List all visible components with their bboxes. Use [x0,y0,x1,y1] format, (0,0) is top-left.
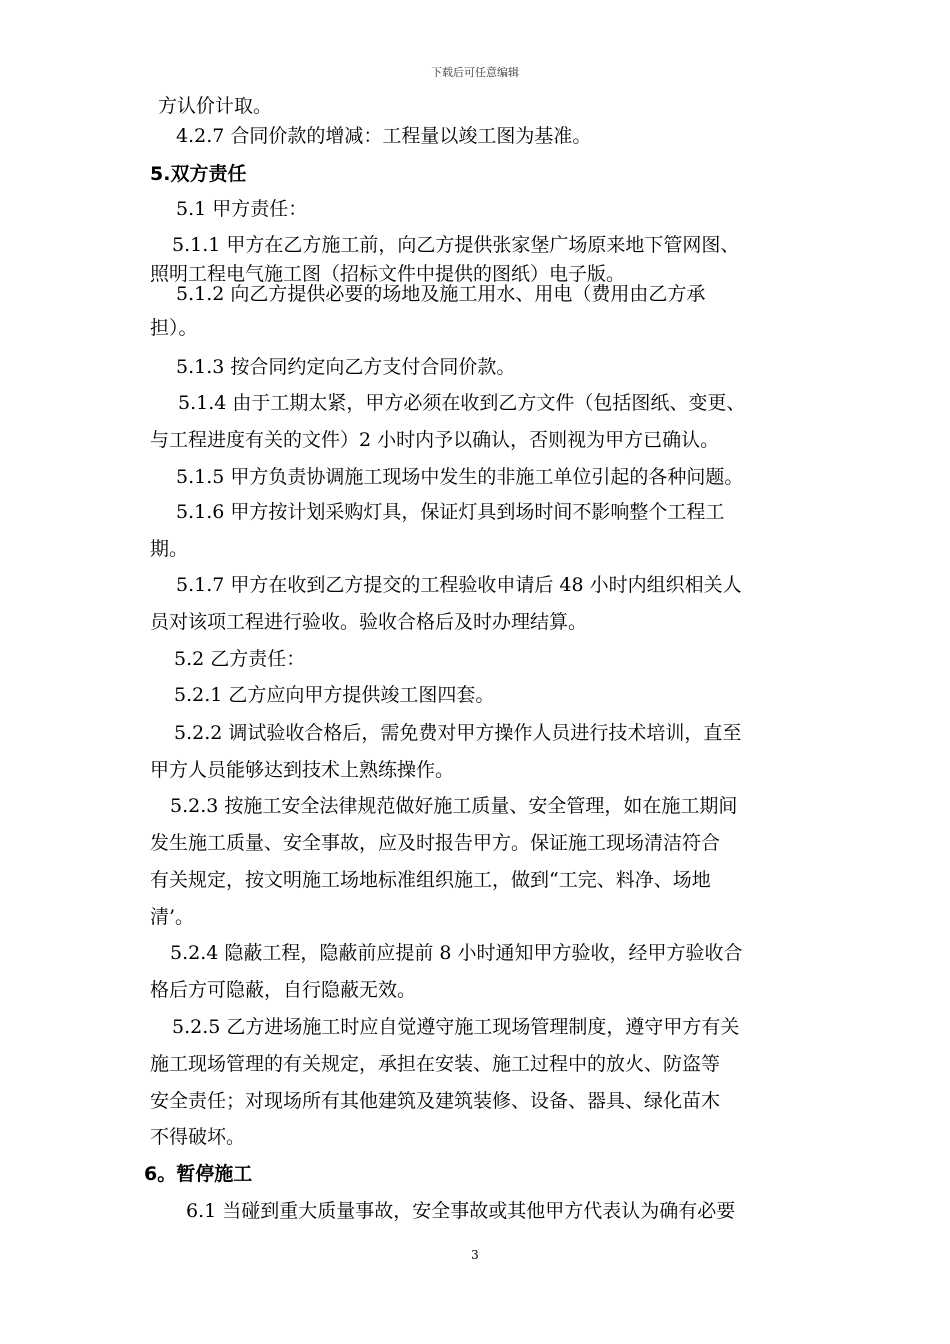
page-number: 3 [471,1248,479,1262]
text-line: 期。 [150,538,189,560]
text-line: 不得破坏。 [150,1126,246,1148]
text-line: 6.1 当碰到重大质量事故，安全事故或其他甲方代表认为确有必要 [186,1200,736,1222]
text-line: 与工程进度有关的文件）2 小时内予以确认，否则视为甲方已确认。 [150,429,720,451]
text-line: 5.2.1 乙方应向甲方提供竣工图四套。 [174,684,495,706]
text-line: 照明工程电气施工图（招标文件中提供的图纸）电子版。 [150,263,626,285]
section-heading: 6。暂停施工 [144,1163,253,1185]
text-line: 格后方可隐蔽，自行隐蔽无效。 [150,979,417,1001]
text-line: 担）。 [150,317,198,339]
text-line: 安全责任；对现场所有其他建筑及建筑装修、设备、器具、绿化苗木 [150,1090,721,1112]
text-line: 5.1.1 甲方在乙方施工前，向乙方提供张家堡广场原来地下管网图、 [172,234,740,256]
text-line: 清’。 [150,906,195,928]
text-line: 4.2.7 合同价款的增减：工程量以竣工图为基准。 [176,125,592,147]
text-line: 5.1.3 按合同约定向乙方支付合同价款。 [176,356,516,378]
text-line: 5.2.3 按施工安全法律规范做好施工质量、安全管理，如在施工期间 [170,795,738,817]
subsection-heading: 5.2 乙方责任： [174,648,306,670]
text-line: 5.1.2 向乙方提供必要的场地及施工用水、用电（费用由乙方承 [176,283,706,305]
text-line: 5.1.7 甲方在收到乙方提交的工程验收申请后 48 小时内组织相关人 [176,574,742,596]
text-line: 5.1.6 甲方按计划采购灯具，保证灯具到场时间不影响整个工程工 [176,501,725,523]
text-line: 5.1.4 由于工期太紧，甲方必须在收到乙方文件（包括图纸、变更、 [178,392,746,414]
text-line: 5.2.2 调试验收合格后，需免费对甲方操作人员进行技术培训，直至 [174,722,742,744]
text-line: 发生施工质量、安全事故，应及时报告甲方。保证施工现场清洁符合 [150,832,721,854]
text-line: 5.2.5 乙方进场施工时应自觉遵守施工现场管理制度，遵守甲方有关 [172,1016,740,1038]
text-line: 5.1.5 甲方负责协调施工现场中发生的非施工单位引起的各种问题。 [176,466,744,488]
subsection-heading: 5.1 甲方责任： [176,198,308,220]
text-line: 甲方人员能够达到技术上熟练操作。 [150,759,455,781]
text-line: 施工现场管理的有关规定，承担在安装、施工过程中的放火、防盗等 [150,1053,721,1075]
text-line: 员对该项工程进行验收。验收合格后及时办理结算。 [150,611,588,633]
page-header: 下载后可任意编辑 [431,66,519,79]
text-line: 有关规定，按文明施工场地标准组织施工，做到“工完、料净、场地 [150,869,711,891]
section-heading: 5.双方责任 [150,163,247,185]
text-line: 方认价计取。 [158,95,273,117]
text-line: 5.2.4 隐蔽工程，隐蔽前应提前 8 小时通知甲方验收，经甲方验收合 [170,942,743,964]
